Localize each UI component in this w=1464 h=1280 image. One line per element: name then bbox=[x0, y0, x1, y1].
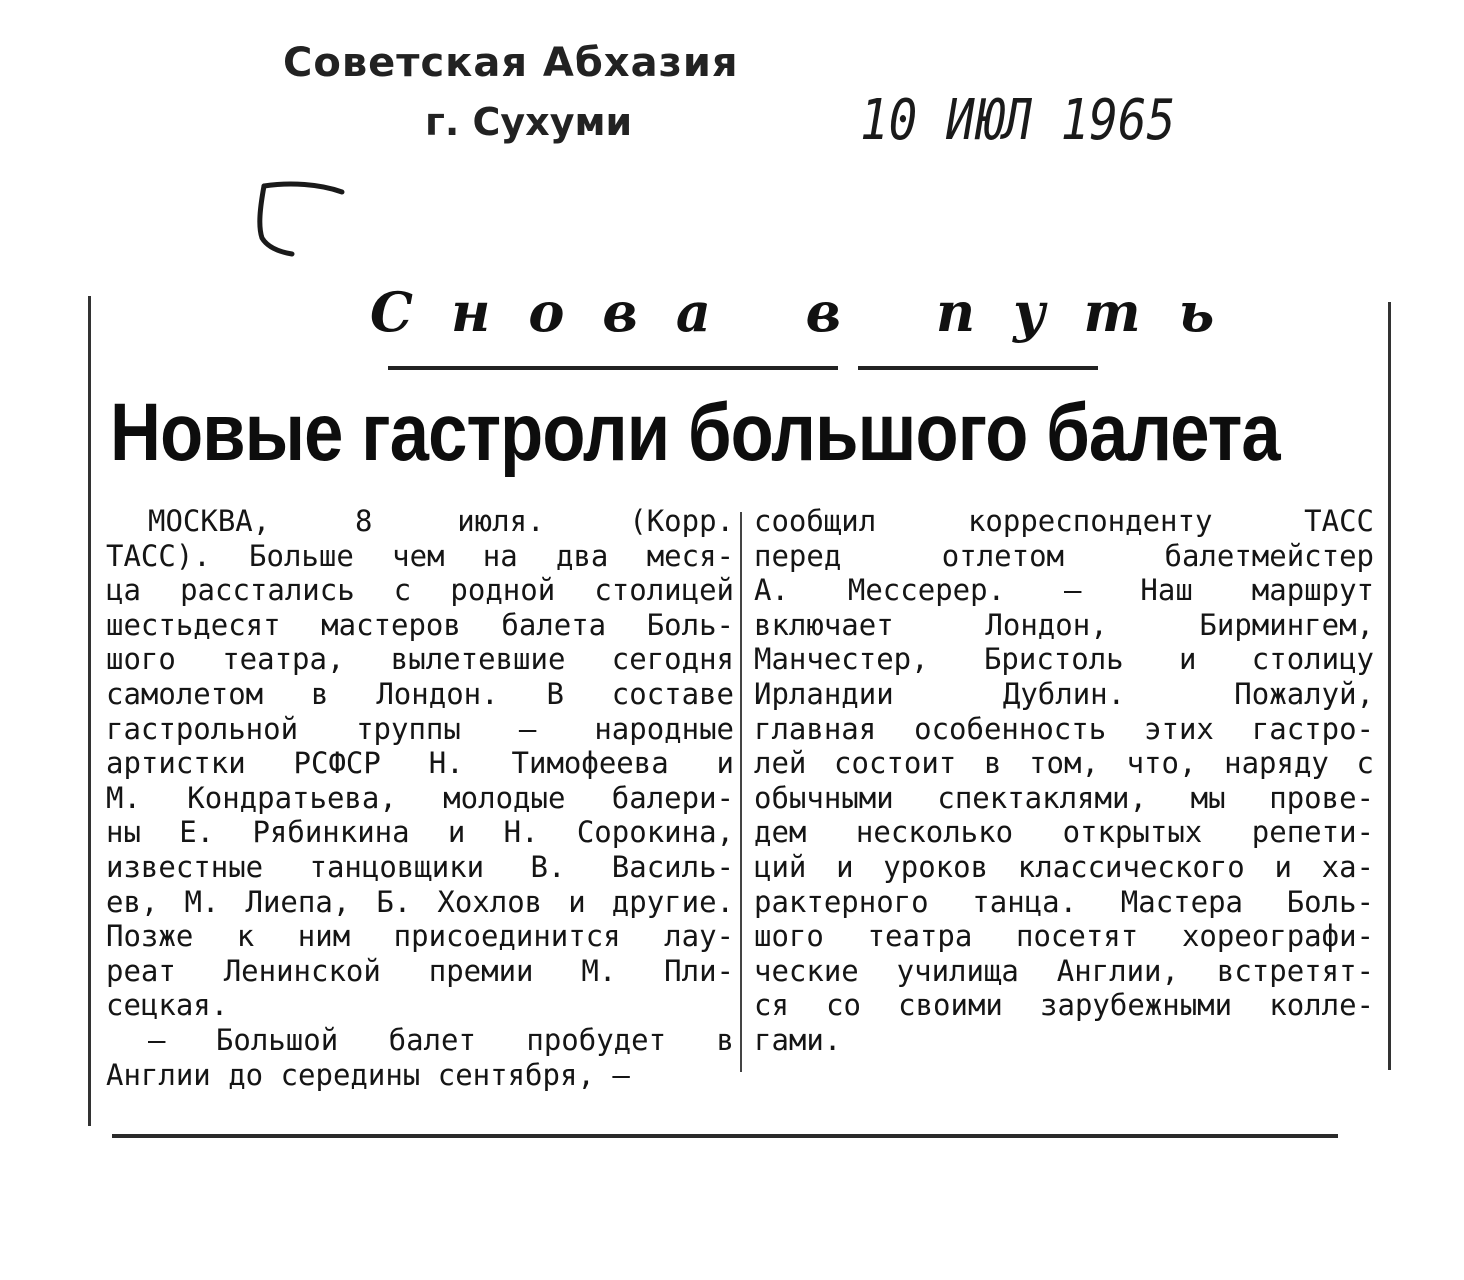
article-left-column bbox=[106, 504, 734, 1092]
article-line: Манчестер, Бристоль и столицу bbox=[754, 642, 1374, 677]
article-right-column bbox=[754, 504, 1374, 1058]
article-line: А. Мессерер. — Наш маршрут bbox=[754, 573, 1374, 608]
article-line: М. Кондратьева, молодые балери- bbox=[106, 780, 734, 815]
article-line: гами. bbox=[754, 1022, 842, 1057]
article-line: ца расстались с родной столицей bbox=[106, 573, 734, 608]
bottom-rule bbox=[112, 1134, 1338, 1138]
article-line: лей состоит в том, что, наряду с bbox=[754, 746, 1374, 781]
handwritten-five-glyph bbox=[250, 178, 350, 258]
headline: Новые гастроли большого балета bbox=[110, 387, 1280, 478]
article-line: шого театра, вылетевшие сегодня bbox=[106, 642, 734, 677]
article-line: перед отлетом балетмейстер bbox=[754, 538, 1374, 573]
article-line: Англии до середины сентября, — bbox=[106, 1057, 630, 1092]
article-line: включает Лондон, Бирмингем, bbox=[754, 607, 1374, 642]
clipping-left-border bbox=[88, 296, 91, 1126]
article-line: дем несколько открытых репети- bbox=[754, 815, 1374, 850]
article-line: Ирландии Дублин. Пожалуй, bbox=[754, 676, 1374, 711]
article-line: артистки РСФСР Н. Тимофеева и bbox=[106, 746, 734, 781]
article-line: самолетом в Лондон. В составе bbox=[106, 676, 734, 711]
article-line: сообщил корреспонденту ТАСС bbox=[754, 504, 1374, 538]
clipping-right-border bbox=[1388, 302, 1391, 1070]
article-line: ны Е. Рябинкина и Н. Сорокина, bbox=[106, 815, 734, 850]
article-line: сецкая. bbox=[106, 988, 229, 1023]
article-line: ев, М. Лиепа, Б. Хохлов и другие. bbox=[106, 884, 734, 919]
column-divider bbox=[740, 512, 742, 1072]
article-line: Позже к ним присоединится лау- bbox=[106, 919, 734, 954]
article-line: рактерного танца. Мастера Боль- bbox=[754, 884, 1374, 919]
article-line: ческие училища Англии, встретят- bbox=[754, 953, 1374, 988]
kicker-underline-right bbox=[858, 366, 1098, 370]
newspaper-city: г. Сухуми bbox=[425, 100, 633, 144]
article-line: МОСКВА, 8 июля. (Корр. bbox=[148, 504, 734, 538]
article-line: реат Ленинской премии М. Пли- bbox=[106, 953, 734, 988]
article-line: известные танцовщики В. Василь- bbox=[106, 849, 734, 884]
article-line: ТАСС). Больше чем на два меся- bbox=[106, 538, 734, 573]
kicker-underline-left bbox=[388, 366, 838, 370]
kicker bbox=[370, 280, 1253, 370]
article-line: обычными спектаклями, мы прове- bbox=[754, 780, 1374, 815]
newspaper-name: Советская Абхазия bbox=[283, 40, 739, 86]
article-line: ся со своими зарубежными колле- bbox=[754, 988, 1374, 1023]
article-line: шестьдесят мастеров балета Боль- bbox=[106, 607, 734, 642]
handwritten-mark bbox=[250, 178, 350, 262]
article-line: шого театра посетят хореографи- bbox=[754, 919, 1374, 954]
article-line: гастрольной труппы — народные bbox=[106, 711, 734, 746]
date-stamp: 10 ИЮЛ 1965 bbox=[860, 88, 1176, 153]
kicker-text: Снова в путь bbox=[370, 280, 1253, 344]
article-line: — Большой балет пробудет в bbox=[148, 1022, 734, 1057]
article-line: ций и уроков классического и ха- bbox=[754, 849, 1374, 884]
article-line: главная особенность этих гастро- bbox=[754, 711, 1374, 746]
